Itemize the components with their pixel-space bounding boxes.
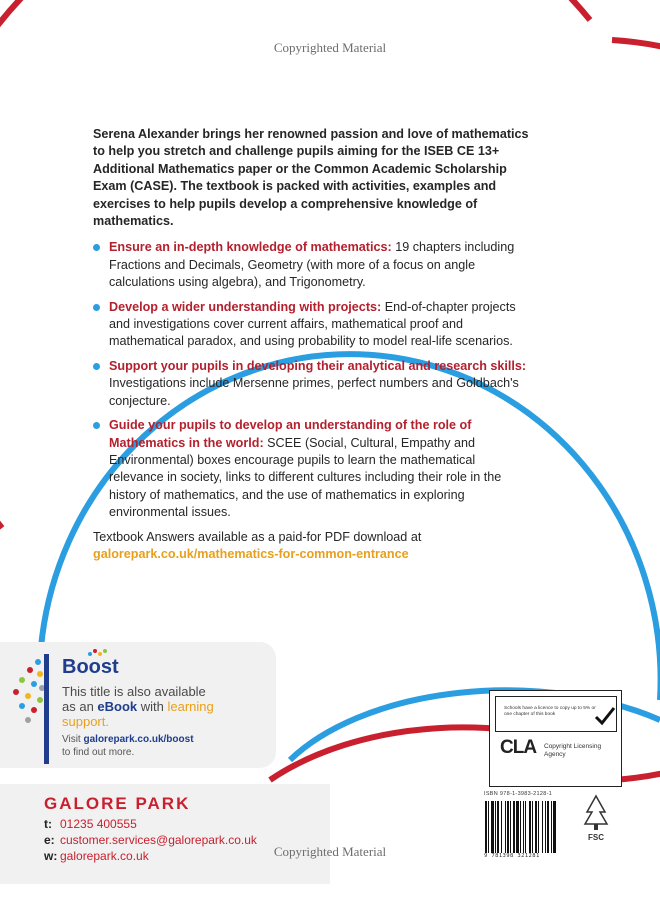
contact-label: e: [44,833,55,847]
watermark-bottom: Copyrighted Material [273,844,387,859]
boost-accent-bar [44,654,49,764]
boost-line-2c: with [137,699,168,714]
bullet-text: 19 chapters including Fractions and Decimals, Geometry (with more of a focus on angle calculations using algebra), and Trigonometry. [109,240,515,290]
boost-visit-line [62,733,268,746]
boost-logo-dots-icon [87,648,107,658]
bullet-dot-icon [93,363,100,370]
contact-label: t: [44,817,52,831]
isbn-label: ISBN 978-1-3983-2128-1 [484,791,553,797]
bullet-item [93,239,533,291]
boost-line-2a: as an [62,699,98,714]
fsc-logo-icon [583,794,609,844]
bullet-dot-icon [93,304,100,311]
bullet-text: End-of-chapter projects and investigations cover current affairs, mathematical proof and mathematical paradox, and using probability to model real-life scenarios. [109,299,516,349]
boost-support: support. [62,714,109,729]
bullet-item [93,358,533,410]
publisher-panel [0,784,330,884]
contact-label: w: [44,849,58,863]
barcode-digits: 9 781398 321281 [484,853,540,859]
boost-learning: learning [167,699,214,714]
back-cover-text [93,126,533,563]
bullet-item [93,299,533,351]
contact-value[interactable]: customer.services@galorepark.co.uk [60,833,257,847]
contact-value[interactable]: galorepark.co.uk [60,849,149,863]
bullet-item [93,417,533,521]
cla-licence-notice [495,696,617,732]
boost-ebook: eBook [97,699,138,714]
contact-phone [44,816,257,832]
boost-logo [62,656,119,679]
red-ring-arc-right [570,40,660,781]
boost-logo-text: Boost [62,656,119,678]
cla-name: Copyright Licensing Agency [544,743,602,758]
cla-small-text: Schools have a licence to copy up to 5% or one chapter of this book [504,706,596,717]
bullet-text: SCEE (Social, Cultural, Empathy and Environmental) boxes encourage pupils to learn the mathematical relevance in society, links to different cultures including their role in the history of mathematics, and the use of mathematics in exploring environmental issues. [109,435,502,520]
intro-paragraph: Serena Alexander brings her renowned passion and love of mathematics to help you stretch and challenge pupils aiming for the ISEB CE 13+ Additional Mathematics paper or the Common Academic Scholarship Exam (CASE). The textbook is packed with activities, examples and exercises to help pupils develop a comprehensive knowledge of mathematics. [93,127,529,229]
bullet-dot-icon [93,244,100,251]
cla-logo: CLA [500,737,537,758]
boost-panel [0,642,276,768]
boost-dots-icon [8,656,48,726]
bullet-heading: Guide your pupils to develop an understanding of the role of Mathematics in the world: [109,418,472,450]
bullet-heading: Develop a wider understanding with projects: [109,299,382,314]
boost-visit-text: Visit [62,734,84,745]
bullet-heading: Ensure an in-depth knowledge of mathematics: [109,240,392,255]
bullet-heading: Support your pupils in developing their analytical and research skills: [109,358,527,373]
fsc-label: FSC [588,833,604,842]
boost-link[interactable]: galorepark.co.uk/boost [83,734,194,745]
watermark-top: Copyrighted Material [273,40,387,55]
boost-description [62,684,268,759]
answers-text: Textbook Answers available as a paid-for PDF download at [93,529,422,544]
boost-find-out: to find out more. [62,747,135,758]
check-icon [594,705,616,727]
contact-value[interactable]: 01235 400555 [60,817,137,831]
publisher-name: GALORE PARK [44,794,191,813]
cla-licence-box [489,690,622,787]
bullet-text: Investigations include Mersenne primes, perfect numbers and Goldbach's conjecture. [109,376,519,408]
bullet-dot-icon [93,422,100,429]
boost-line-1: This title is also available [62,684,206,699]
answers-link[interactable]: galorepark.co.uk/mathematics-for-common-entrance [93,546,409,561]
answers-note [93,529,533,564]
